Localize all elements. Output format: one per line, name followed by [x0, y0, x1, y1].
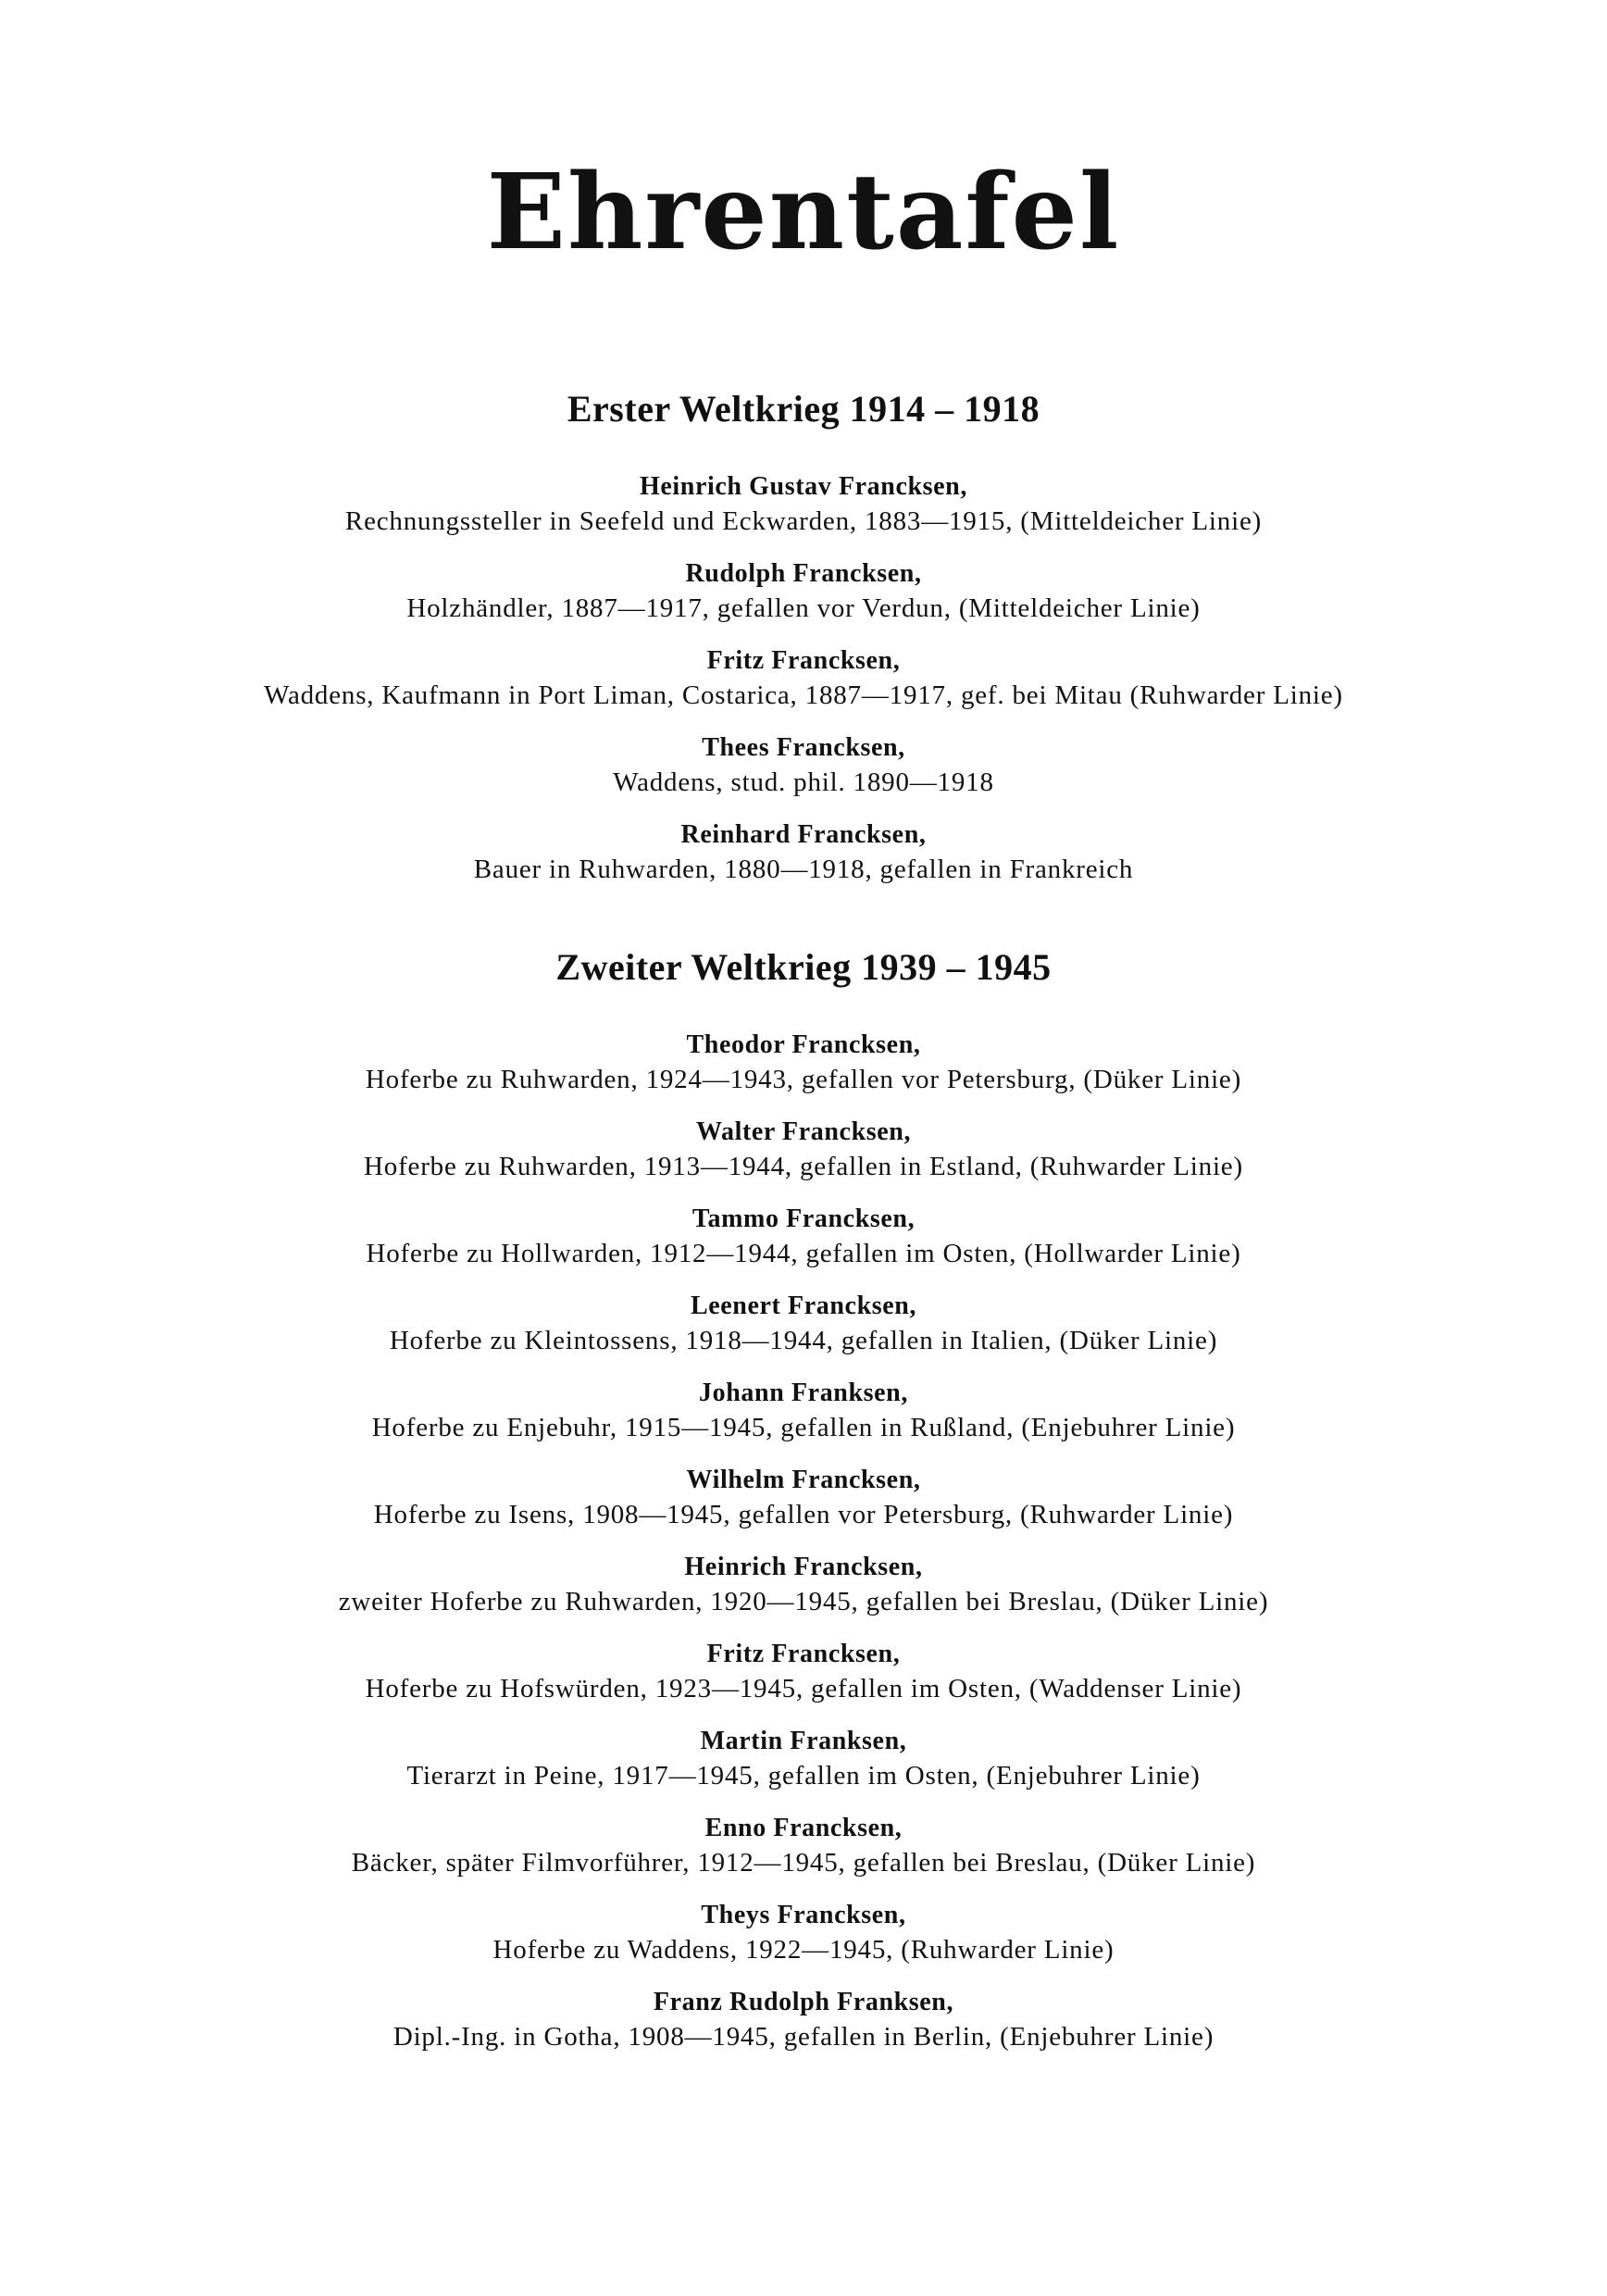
person-details: Tierarzt in Peine, 1917—1945, gefallen im Osten, (Enjebuhrer Linie) — [406, 1761, 1201, 1791]
list-item — [0, 1203, 1607, 1271]
person-details: Hoferbe zu Isens, 1908—1945, gefallen vor Petersburg, (Ruhwarder Linie) — [373, 1500, 1234, 1529]
list-item — [0, 1290, 1607, 1358]
list-item — [0, 1812, 1607, 1880]
list-item — [0, 1377, 1607, 1445]
list-item — [0, 731, 1607, 800]
person-details: Bauer in Ruhwarden, 1880—1918, gefallen in Frankreich — [473, 855, 1134, 884]
page-title: Ehrentafel — [486, 152, 1121, 273]
list-item — [0, 1899, 1607, 1967]
person-name: Fritz Francksen, — [706, 1640, 901, 1668]
list-item — [0, 470, 1607, 539]
section-heading: Erster Weltkrieg 1914 – 1918 — [567, 388, 1040, 430]
section-ww2 — [0, 940, 1607, 2073]
person-name: Leenert Francksen, — [690, 1292, 917, 1320]
person-details: Hoferbe zu Ruhwarden, 1924—1943, gefallen vor Petersburg, (Düker Linie) — [365, 1065, 1242, 1094]
list-item — [0, 1464, 1607, 1532]
person-details: Hoferbe zu Hollwarden, 1912—1944, gefallen im Osten, (Hollwarder Linie) — [366, 1239, 1241, 1268]
person-name: Wilhelm Francksen, — [686, 1466, 921, 1494]
person-details: Rechnungssteller in Seefeld und Eckwarden, 1883—1915, (Mitteldeicher Linie) — [344, 506, 1263, 536]
list-item — [0, 1638, 1607, 1706]
person-details: Waddens, Kaufmann in Port Liman, Costarica, 1887—1917, gef. bei Mitau (Ruhwarder Linie) — [264, 680, 1343, 710]
list-item — [0, 1551, 1607, 1619]
person-details: Hoferbe zu Kleintossens, 1918—1944, gefallen in Italien, (Düker Linie) — [389, 1326, 1218, 1355]
person-details: Hoferbe zu Ruhwarden, 1913—1944, gefallen in Estland, (Ruhwarder Linie) — [364, 1152, 1243, 1181]
person-details: Hoferbe zu Hofswürden, 1923—1945, gefallen im Osten, (Waddenser Linie) — [365, 1674, 1242, 1703]
person-name: Heinrich Gustav Francksen, — [640, 472, 967, 501]
person-details: Holzhändler, 1887—1917, gefallen vor Verdun, (Mitteldeicher Linie) — [406, 593, 1201, 623]
person-details: Hoferbe zu Waddens, 1922—1945, (Ruhwarder Linie) — [492, 1935, 1115, 1965]
person-name: Franz Rudolph Franksen, — [653, 1988, 954, 2016]
list-item — [0, 818, 1607, 887]
list-item — [0, 1986, 1607, 2054]
section-ww1 — [0, 381, 1607, 905]
person-name: Reinhard Francksen, — [680, 820, 927, 849]
person-name: Theys Francksen, — [701, 1901, 906, 1929]
person-name: Fritz Francksen, — [706, 646, 901, 675]
person-details: Dipl.-Ing. in Gotha, 1908—1945, gefallen in Berlin, (Enjebuhrer Linie) — [392, 2022, 1215, 2052]
list-item — [0, 1029, 1607, 1097]
person-name: Tammo Francksen, — [691, 1204, 916, 1233]
person-details: Hoferbe zu Enjebuhr, 1915—1945, gefallen in Rußland, (Enjebuhrer Linie) — [371, 1413, 1236, 1442]
person-details: Bäcker, später Filmvorführer, 1912—1945, gefallen bei Breslau, (Düker Linie) — [351, 1848, 1256, 1878]
person-details: zweiter Hoferbe zu Ruhwarden, 1920—1945, gefallen bei Breslau, (Düker Linie) — [338, 1587, 1269, 1616]
section-heading: Zweiter Weltkrieg 1939 – 1945 — [555, 946, 1052, 988]
person-name: Theodor Francksen, — [686, 1030, 921, 1059]
list-item — [0, 644, 1607, 713]
person-details: Waddens, stud. phil. 1890—1918 — [613, 767, 994, 797]
person-name: Walter Francksen, — [695, 1117, 912, 1146]
person-name: Thees Francksen, — [702, 733, 905, 762]
list-item — [0, 557, 1607, 626]
person-name: Martin Franksen, — [700, 1727, 907, 1755]
person-name: Enno Francksen, — [704, 1814, 903, 1842]
person-name: Heinrich Francksen, — [684, 1553, 923, 1581]
person-name: Rudolph Francksen, — [685, 559, 922, 588]
person-name: Johann Franksen, — [699, 1379, 908, 1407]
list-item — [0, 1116, 1607, 1184]
list-item — [0, 1725, 1607, 1793]
